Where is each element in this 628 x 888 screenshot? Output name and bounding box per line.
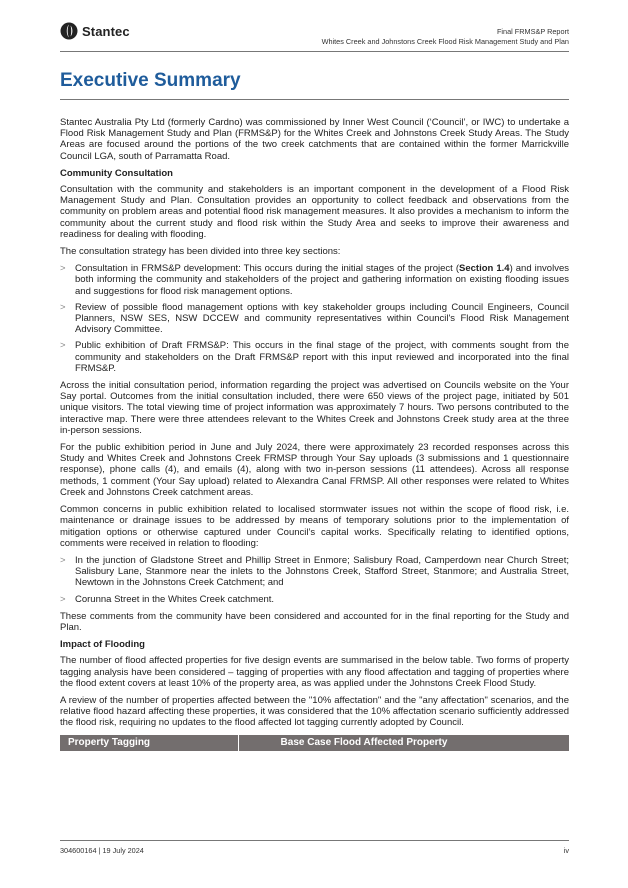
consultation-paragraph-4: For the public exhibition period in June and July 2024, there were approximately 23 recorded responses across this Study and Whites Creek and Johnstons Creek FRMSP through Your Say uploads (3 submissions and 1 questionnaire response), phone calls (4), and emails (4), along with two in-person sessions (11 attendees). Across all response methods, 1 comment (Your Say upload) related to Alexandra Canal FRMSP. All other responses were related to Whites Creek and Johnstons Creek catchment areas. [60, 442, 569, 498]
stantec-logo-icon [60, 22, 78, 40]
impact-heading: Impact of Flooding [60, 639, 145, 651]
consultation-sections-list [60, 263, 569, 374]
document-body [60, 117, 569, 751]
consultation-paragraph-1: Consultation with the community and stakeholders is an important component in the development of a Flood Risk Management Study and Plan. Consultation provides an opportunity to collect feedback and observations from the community on problem areas and potential flood risk management measures. It also provides a mechanism to inform the community about the current study and flood risk within the Study Area and seeks to improve their awareness and readiness for dealing with flooding. [60, 184, 569, 240]
flooding-locations-list [60, 555, 569, 605]
list-item [60, 594, 569, 605]
bullet-marker: > [60, 263, 66, 275]
intro-paragraph: Stantec Australia Pty Ltd (formerly Cardno) was commissioned by Inner West Council (‘Council’, or IWC) to undertake a Flood Risk Management Study and Plan (FRMS&P) for the Whites Creek and Johnstons Creek Study Areas. The Study Areas are focused around the portions of the two creek catchments that are contained within the former Marrickville Council LGA, south of Parramatta Road. [60, 117, 569, 162]
bullet-marker: > [60, 554, 66, 566]
consultation-heading: Community Consultation [60, 167, 173, 179]
list-item [60, 263, 569, 297]
table-header-base-case: Base Case Flood Affected Property [280, 736, 448, 748]
footer-document-id: 304600164 | 19 July 2024 [60, 846, 144, 855]
consultation-paragraph-5: Common concerns in public exhibition related to localised stormwater issues not within the scope of flood risk, i.e. maintenance or drainage issues to be addressed by means of temporary solutions prior to the implementation of mitigation options or otherwise captured under Council’s capital works. Specifically relating to identified options, comments were received in relation to flooding: [60, 504, 569, 549]
bullet-marker: > [60, 301, 66, 313]
list-item [60, 302, 569, 336]
list-item-text: Public exhibition of Draft FRMS&P: This occurs in the final stage of the project, with comments sought from the community and stakeholders on the Draft FRMS&P report with this input reviewed and incorporated into the final FRMS&P. [75, 340, 569, 374]
impact-paragraph-2: A review of the number of properties affected between the "10% affectation" and the "any affectation" scenarios, and the relative flood hazard affecting these properties, it was considered that the 10% affectation scenario sufficiently addressed the flood risk, requiring no updates to the flood affected lot tagging currently adopted by Council. [60, 694, 569, 729]
report-header [322, 27, 569, 47]
list-item-text: Corunna Street in the Whites Creek catchment. [75, 593, 275, 605]
report-title: Final FRMS&P Report [496, 27, 569, 36]
table-header [60, 735, 569, 751]
impact-paragraph-1: The number of flood affected properties for five design events are summarised in the below table. Two forms of property tagging analysis have been considered – tagging of properties with any flood affectation and tagging of properties where the flood extent covers at least 10% of the property area, as was applied under the Johnstons Creek Flood Study. [60, 655, 569, 689]
table-header-property-tagging: Property Tagging [60, 735, 239, 751]
consultation-paragraph-2: The consultation strategy has been divided into three key sections: [60, 246, 341, 258]
stantec-logo [60, 22, 130, 40]
page-number: iv [563, 846, 569, 855]
bullet-marker: > [60, 593, 66, 605]
bullet-marker: > [60, 340, 66, 352]
section-reference: Section 1.4 [459, 263, 510, 275]
consultation-paragraph-6: These comments from the community have been considered and accounted for in the final reporting for the Study and Plan. [60, 610, 569, 633]
list-item-text: ) and involves both informing the community and stakeholders of the project and gathering information on existing flooding issues and suggestions for flood risk management options. [75, 263, 569, 297]
logo-text: Stantec [82, 23, 130, 39]
consultation-paragraph-3: Across the initial consultation period, information regarding the project was advertised on Councils website on the Your Say portal. Outcomes from the initial consultation included, there were 650 views of the project page, initiated by 501 unique visitors. The total viewing time of project information was approximately 7 hours. Two persons contributed to the interactive map. There were three attendees relevant to the Whites Creek and Johnstons Creek study area at the three in-person sessions. [60, 380, 569, 436]
header-divider [60, 51, 569, 52]
report-subtitle: Whites Creek and Johnstons Creek Flood Risk Management Study and Plan [321, 37, 569, 46]
list-item-text: Review of possible flood management options with key stakeholder groups including Council Engineers, Council Planners, NSW SES, NSW DCCEW and community representatives within Council's Flood Risk Management Advisory Committee. [75, 301, 569, 336]
list-item-text: Consultation in FRMS&P development: This occurs during the initial stages of the project ( [75, 263, 459, 275]
footer-divider [60, 840, 569, 841]
list-item-text: In the junction of Gladstone Street and Phillip Street in Enmore; Salisbury Road, Camperdown near Church Street; Salisbury Lane, Stanmore near the inlets to the Johnstons Creek, Stafford Street, Stanmore; and Australia Street, Newtown in the Johnstons Creek Catchment; and [75, 554, 569, 589]
title-divider [60, 99, 569, 100]
page-title: Executive Summary [60, 70, 241, 91]
list-item [60, 340, 569, 374]
list-item [60, 555, 569, 589]
